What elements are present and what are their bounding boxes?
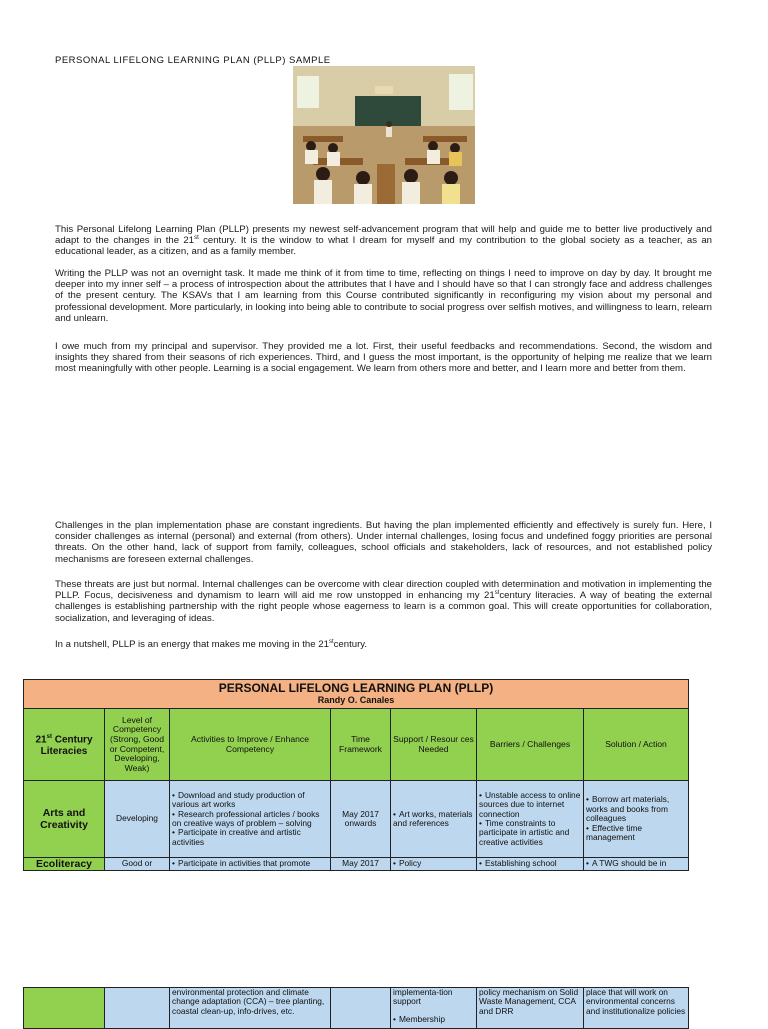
- time-cell: [331, 988, 391, 1029]
- competency-level: Good or: [105, 858, 170, 871]
- header-literacies: 21st Century Literacies: [24, 709, 105, 781]
- solution-cell: [584, 781, 689, 858]
- page-title: PERSONAL LIFELONG LEARNING PLAN (PLLP) SAMPLE: [55, 55, 331, 66]
- table-title: PERSONAL LIFELONG LEARNING PLAN (PLLP): [218, 681, 494, 695]
- time-cell: May 2017 onwards: [331, 781, 391, 858]
- activities-cell: • Participate in activities that promote: [170, 858, 331, 871]
- header-support: Support / Resour ces Needed: [391, 709, 477, 781]
- pllp-table-continued: [23, 987, 689, 1029]
- pllp-table: [23, 679, 689, 871]
- challenges-paragraph: Challenges in the plan implementation phase are constant ingredients. But having the plan implemented efficiently and effectively is surely fun. Here, I consider challenges as internal (personal) and external (from others). Under internal challenges, losing focus and undefined foggy priorities are personal threats. On the other hand, lack of support from family, colleagues, school officials and stakeholders, lack of resources, and not established policy mechanisms are foreseen external challenges.: [55, 520, 712, 565]
- list-item: • Borrow art materials, works and books from colleagues: [586, 795, 686, 823]
- competency-level: [105, 988, 170, 1029]
- header-time: Time Framework: [331, 709, 391, 781]
- literacy-name: Ecoliteracy: [24, 858, 105, 871]
- list-item: • Effective time management: [586, 824, 686, 843]
- list-item: • Research professional articles / books on creative ways of problem – solving: [172, 810, 328, 829]
- barriers-cell: [477, 781, 584, 858]
- literacy-name: [24, 988, 105, 1029]
- activities-cell: environmental protection and climate change adaptation (CCA) – tree planting, coastal clean-up, info-drives, etc.: [170, 988, 331, 1029]
- threats-paragraph: These threats are just but normal. Internal challenges can be overcome with clear direction coupled with determination and motivation in implementing the PLLP. Focus, decisiveness and dynamism to learn will aid me row unstopped in enhancing my 21stcentury literacies. A way of beating the external challenges is establishing partnership with the right people whose eagerness to learn is a common goal. This will create opportunities for collaboration, socialization, and leveraging of ideas.: [55, 579, 713, 624]
- header-level: Level of Competency (Strong, Good or Competent, Developing, Weak): [105, 709, 170, 781]
- classroom-photo: [293, 66, 475, 204]
- table-header-row: [24, 709, 689, 781]
- barriers-cell: policy mechanism on Solid Waste Management, CCA and DRR: [477, 988, 584, 1029]
- competency-level: Developing: [105, 781, 170, 858]
- table-row: [24, 858, 689, 871]
- solution-cell: • A TWG should be in: [584, 858, 689, 871]
- time-cell: May 2017: [331, 858, 391, 871]
- list-item: • Download and study production of various art works: [172, 791, 328, 810]
- header-solution: Solution / Action: [584, 709, 689, 781]
- table-row: [24, 781, 689, 858]
- list-item: • Time constraints to participate in artistic and creative activities: [479, 819, 581, 847]
- header-activities: Activities to Improve / Enhance Competency: [170, 709, 331, 781]
- gratitude-paragraph: I owe much from my principal and supervisor. They provided me a lot. First, their useful feedbacks and recommendations. Second, the wisdom and insights they shared from their seasons of rich experiences. Third, and I guess the most important, is the opportunity of helping me realize that we learn most meaningfully with other people. Learning is a social engagement. We learn from others more and better, and I learn more and better from them.: [55, 341, 712, 375]
- literacy-name: Arts and Creativity: [24, 781, 105, 858]
- support-cell: • Policy: [391, 858, 477, 871]
- list-item: • Unstable access to online sources due to internet connection: [479, 791, 581, 819]
- intro-paragraph: This Personal Lifelong Learning Plan (PLLP) presents my newest self-advancement program that will help and guide me to better live productively and adapt to the changes in the 21st century. It is the window to what I dream for myself and my contribution to the global society as a teacher, as an educational leader, as a citizen, and as a family member.: [55, 224, 712, 258]
- writing-paragraph: Writing the PLLP was not an overnight task. It made me think of it from time to time, reflecting on things I need to improve on day by day. It brought me deeper into my inner self – a process of introspection about the attributes that I have and I should have so that I can strongly face and address challenges of the present century. The KSAVs that I am learning from this Course contributed significantly in reconfiguring my vision about my personal and professional development. More particularly, in looking into being able to contribute to social progress over selfish motives, and willingness to learn, relearn and unlearn.: [55, 268, 712, 324]
- nutshell-paragraph: In a nutshell, PLLP is an energy that makes me moving in the 21stcentury.: [55, 638, 368, 650]
- barriers-cell: • Establishing school: [477, 858, 584, 871]
- header-barriers: Barriers / Challenges: [477, 709, 584, 781]
- solution-cell: place that will work on environmental concerns and institutionalize policies: [584, 988, 689, 1029]
- list-item: • Participate in creative and artistic activities: [172, 828, 328, 847]
- table-row: [24, 988, 689, 1029]
- table-title-row: [24, 680, 689, 709]
- support-cell: implementa-tion support • Membership: [391, 988, 477, 1029]
- activities-cell: [170, 781, 331, 858]
- table-author: Randy O. Canales: [317, 695, 395, 705]
- support-cell: • Art works, materials and references: [391, 781, 477, 858]
